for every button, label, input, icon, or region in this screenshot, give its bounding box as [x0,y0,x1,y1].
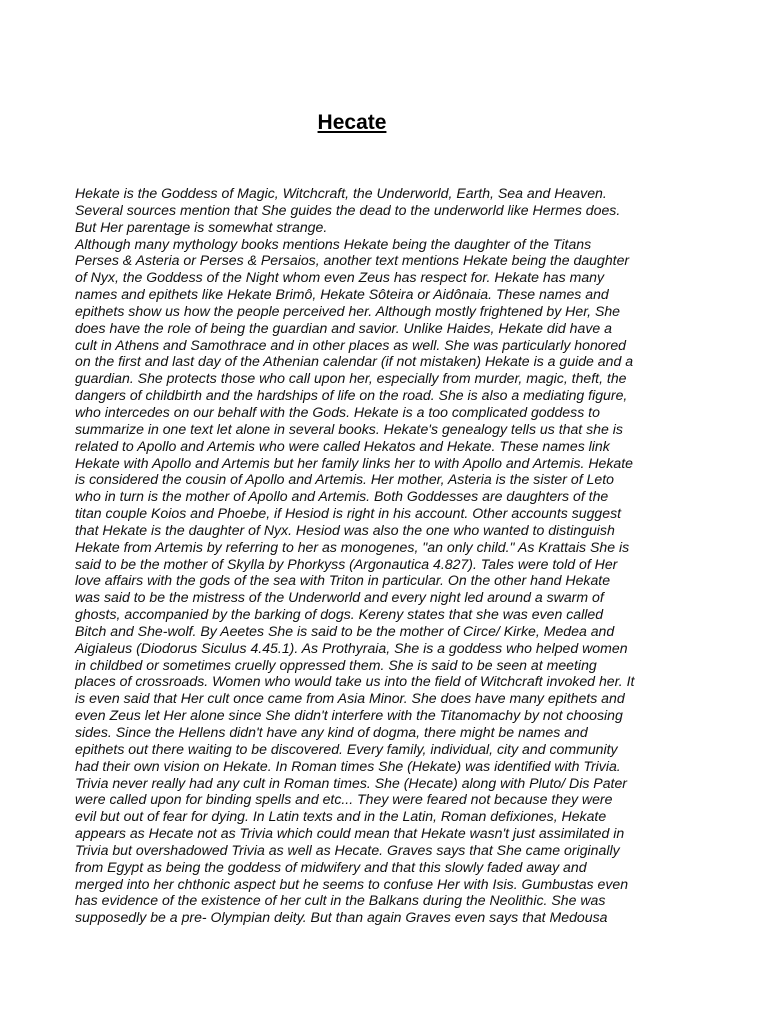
body-line: titan couple Koios and Phoebe, if Hesiod is right in his account. Other accounts suggest [75,505,622,522]
body-line: epithets out there waiting to be discovered. Every family, individual, city and community [75,740,618,757]
body-line: were called upon for binding spells and etc... They were feared not because they were [75,791,613,808]
body-line: Trivia never really had any cult in Roman times. She (Hecate) along with Pluto/ Dis Pater [75,774,627,791]
body-line: ghosts, accompanied by the barking of dogs. Kereny states that she was even called [75,606,604,623]
body-line: summarize in one text let alone in several books. Hekate's genealogy tells us that she is [75,420,623,437]
body-line: Perses & Asteria or Perses & Persaios, another text mentions Hekate being the daughter [75,252,630,269]
body-line: supposedly be a pre- Olympian deity. But than again Graves even says that Medousa [75,909,608,926]
body-line: Hekate with Apollo and Artemis but her family links her to with Apollo and Artemis. Hekate [75,454,633,471]
body-line: Aigialeus (Diodorus Siculus 4.45.1). As Prothyraia, She is a goddess who helped women [75,639,628,656]
body-line: evil but out of fear for dying. In Latin texts and in the Latin, Roman defixiones, Hekate [75,808,607,825]
document-title: Hecate [317,111,387,134]
body-line: merged into her chthonic aspect but he seems to confuse Her with Isis. Gumbustas even [75,875,629,892]
document-body [75,185,695,926]
body-line: epithets show us how the people perceived her. Although mostly frightened by Her, She [75,302,621,319]
body-line: love affairs with the gods of the sea with Triton in particular. On the other hand Hekate [75,572,611,589]
body-line: places of crossroads. Women who would take us into the field of Witchcraft invoked her. It [75,673,635,690]
body-line: who in turn is the mother of Apollo and Artemis. Both Goddesses are daughters of the [75,488,609,505]
body-line: is considered the cousin of Apollo and Artemis. Her mother, Asteria is the sister of Leto [75,471,614,488]
body-line: Bitch and She-wolf. By Aeetes She is said to be the mother of Circe/ Kirke, Medea and [75,622,615,639]
body-line: on the first and last day of the Athenian calendar (if not mistaken) Hekate is a guide and a [75,353,634,370]
body-line: from Egypt as being the goddess of midwifery and that this slowly faded away and [75,858,587,875]
body-line: sides. Since the Hellens didn't have any kind of dogma, there might be names and [75,724,588,740]
body-line: appears as Hecate not as Trivia which could mean that Hekate wasn't just assimilated in [75,825,625,842]
body-line: who intercedes on our behalf with the Gods. Hekate is a too complicated goddess to [75,403,600,420]
body-line: Trivia but overshadowed Trivia as well as Hecate. Graves says that She came originally [75,841,620,858]
body-line: But Her parentage is somewhat strange. [75,218,328,235]
body-line: Hekate is the Goddess of Magic, Witchcraft, the Underworld, Earth, Sea and Heaven. [75,185,607,201]
body-line: cult in Athens and Samothrace and in other places as well. She was particularly honored [75,336,627,353]
body-line: dangers of childbirth and the hardships of life on the road. She is also a mediating figure, [75,387,628,404]
body-line: of Nyx, the Goddess of the Night whom even Zeus has respect for. Hekate has many [75,269,605,286]
body-line: does have the role of being the guardian and savior. Unlike Haides, Hekate did have a [75,319,612,336]
body-line: said to be the mother of Skylla by Phorkyss (Argonautica 4.827). Tales were told of Her [75,555,618,572]
body-line: related to Apollo and Artemis who were called Hekatos and Hekate. These names link [75,437,610,454]
body-line: Several sources mention that She guides the dead to the underworld like Hermes does. [75,201,621,218]
body-line: Hekate from Artemis by referring to her as monogenes, "an only child." As Krattais She is [75,538,630,555]
body-line: was said to be the mistress of the Underworld and every night led around a swarm of [75,589,604,606]
body-line: guardian. She protects those who call upon her, especially from murder, magic, theft, the [75,370,627,387]
body-line: in childbed or sometimes cruelly oppressed them. She is said to be seen at meeting [75,656,597,673]
body-line: is even said that Her cult once came from Asia Minor. She does have many epithets and [75,690,625,707]
body-line: has evidence of the existence of her cult in the Balkans during the Neolithic. She was [75,892,606,909]
body-line: even Zeus let Her alone since She didn't interfere with the Titanomachy by not choosing [75,707,623,724]
body-line: had their own vision on Hekate. In Roman times She (Hekate) was identified with Trivia. [75,757,621,774]
body-line: names and epithets like Hekate Brimô, Hekate Sôteira or Aidônaia. These names and [75,286,609,303]
body-line: Although many mythology books mentions Hekate being the daughter of the Titans [75,235,592,252]
body-line: that Hekate is the daughter of Nyx. Hesiod was also the one who wanted to distinguish [75,521,615,538]
